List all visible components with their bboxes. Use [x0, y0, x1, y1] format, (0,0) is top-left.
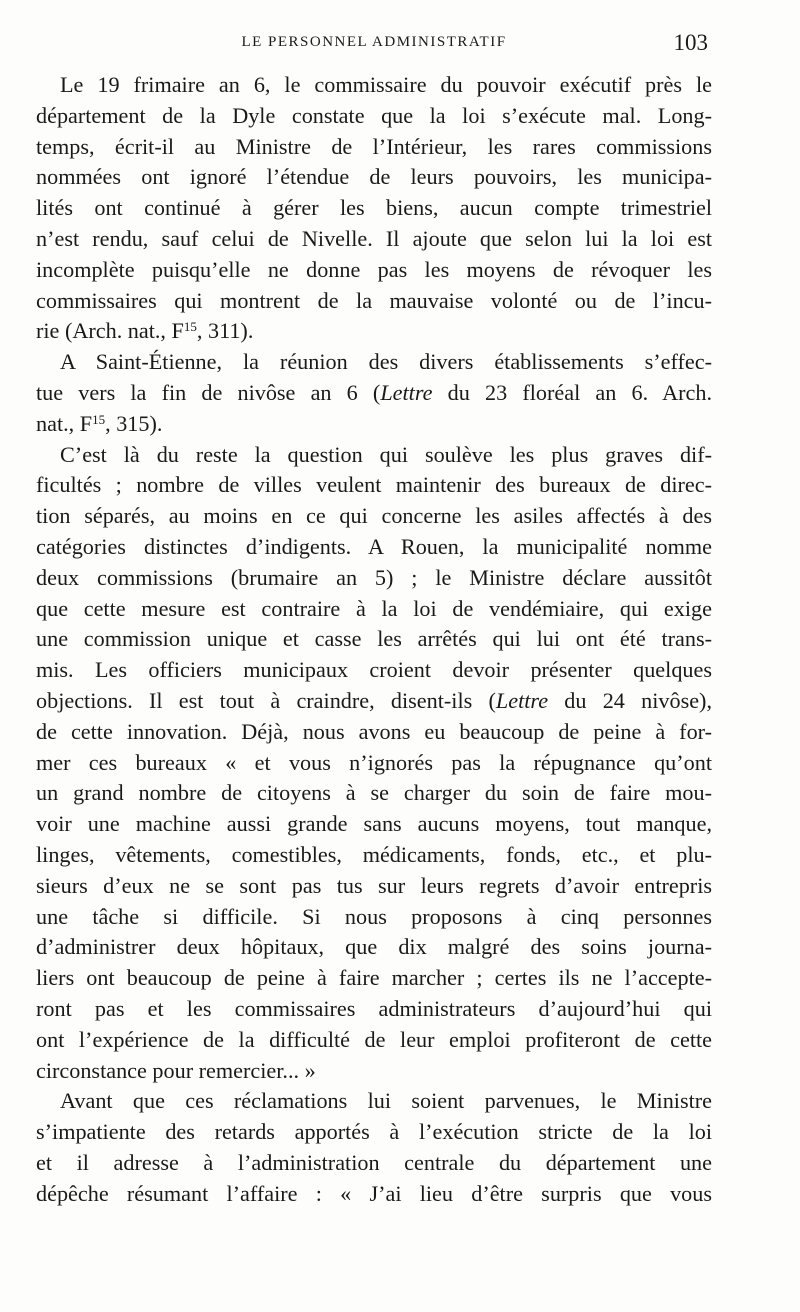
text-line: sieurs d’eux ne se sont pas tus sur leurs regrets d’avoir entrepris [36, 872, 712, 898]
text-line: mis. Les officiers municipaux croient devoir présenter quelques [36, 657, 712, 683]
superscript: 15 [183, 319, 197, 335]
text-line: liers ont beaucoup de peine à faire marcher ; certes ils ne l’accepte- [36, 965, 712, 991]
superscript: 15 [92, 411, 106, 427]
text-line: tue vers la fin de nivôse an 6 (Lettre du 23 floréal an 6. Arch. [36, 379, 712, 405]
text-line: de cette innovation. Déjà, nous avons eu beaucoup de peine à for- [36, 718, 712, 744]
text-line: que cette mesure est contraire à la loi de vendémiaire, qui exige [36, 595, 712, 621]
text-line: d’administrer deux hôpitaux, que dix malgré des soins journa- [36, 934, 712, 960]
text-line: incomplète puisqu’elle ne donne pas les moyens de révoquer les [36, 256, 712, 282]
text-line: deux commissions (brumaire an 5) ; le Ministre déclare aussitôt [36, 564, 712, 590]
text-line: objections. Il est tout à craindre, disent-ils (Lettre du 24 nivôse), [36, 687, 712, 713]
text-line: un grand nombre de citoyens à se charger du soin de faire mou- [36, 780, 712, 806]
text-line: circonstance pour remercier... » [36, 1057, 316, 1083]
text-line: C’est là du reste la question qui soulève les plus graves dif- [60, 441, 712, 467]
text-line: linges, vêtements, comestibles, médicaments, fonds, etc., et plu- [36, 841, 712, 867]
text-line: nat., $F^{15}$, 315). [36, 410, 163, 436]
italic-text: Lettre [380, 379, 433, 405]
text-line: nommées ont ignoré l’étendue de leurs pouvoirs, les municipa- [36, 164, 712, 190]
text-line: ficultés ; nombre de villes veulent maintenir des bureaux de direc- [36, 472, 712, 498]
text-line: ront pas et les commissaires administrateurs d’aujourd’hui qui [36, 995, 712, 1021]
page-number: 103 [673, 30, 708, 55]
italic-text: Lettre [495, 687, 549, 713]
text-line: Le 19 frimaire an 6, le commissaire du pouvoir exécutif près le [60, 72, 712, 97]
text-line: une tâche si difficile. Si nous proposons à cinq personnes [36, 903, 712, 929]
text-line: ont l’expérience de la difficulté de leur emploi profiteront de cette [36, 1026, 712, 1052]
text-line: rie (Arch. nat., $F^{15}$, 311). [36, 318, 254, 344]
text-line: une commission unique et casse les arrêtés qui lui ont été trans- [36, 626, 712, 652]
text-line: commissaires qui montrent de la mauvaise volonté ou de l’incu- [36, 287, 712, 313]
text-line: lités ont continué à gérer les biens, aucun compte trimestriel [36, 195, 712, 221]
text-line: n’est rendu, sauf celui de Nivelle. Il ajoute que selon lui la loi est [36, 225, 712, 251]
text-line: dépêche résumant l’affaire : « J’ai lieu d’être surpris que vous [36, 1180, 712, 1206]
text-line: tion séparés, au moins en ce qui concerne les asiles affectés à des [36, 503, 712, 529]
text-line: catégories distinctes d’indigents. A Rouen, la municipalité nomme [36, 533, 712, 559]
body-text [36, 70, 712, 1209]
text-line: voir une machine aussi grande sans aucuns moyens, tout manque, [36, 811, 712, 837]
running-head [36, 30, 712, 60]
text-line: Avant que ces réclamations lui soient parvenues, le Ministre [60, 1088, 712, 1114]
text-line: A Saint-Étienne, la réunion des divers établissements s’effec- [60, 349, 712, 375]
text-line: temps, écrit-il au Ministre de l’Intérieur, les rares commissions [36, 133, 712, 159]
running-title: LE PERSONNEL ADMINISTRATIF [241, 34, 507, 50]
text-line: et il adresse à l’administration centrale du département une [36, 1149, 712, 1175]
text-line: département de la Dyle constate que la loi s’exécute mal. Long- [36, 102, 712, 128]
text-line: s’impatiente des retards apportés à l’exécution stricte de la loi [36, 1119, 712, 1145]
text-line: mer ces bureaux « et vous n’ignorés pas la répugnance qu’ont [36, 749, 712, 775]
